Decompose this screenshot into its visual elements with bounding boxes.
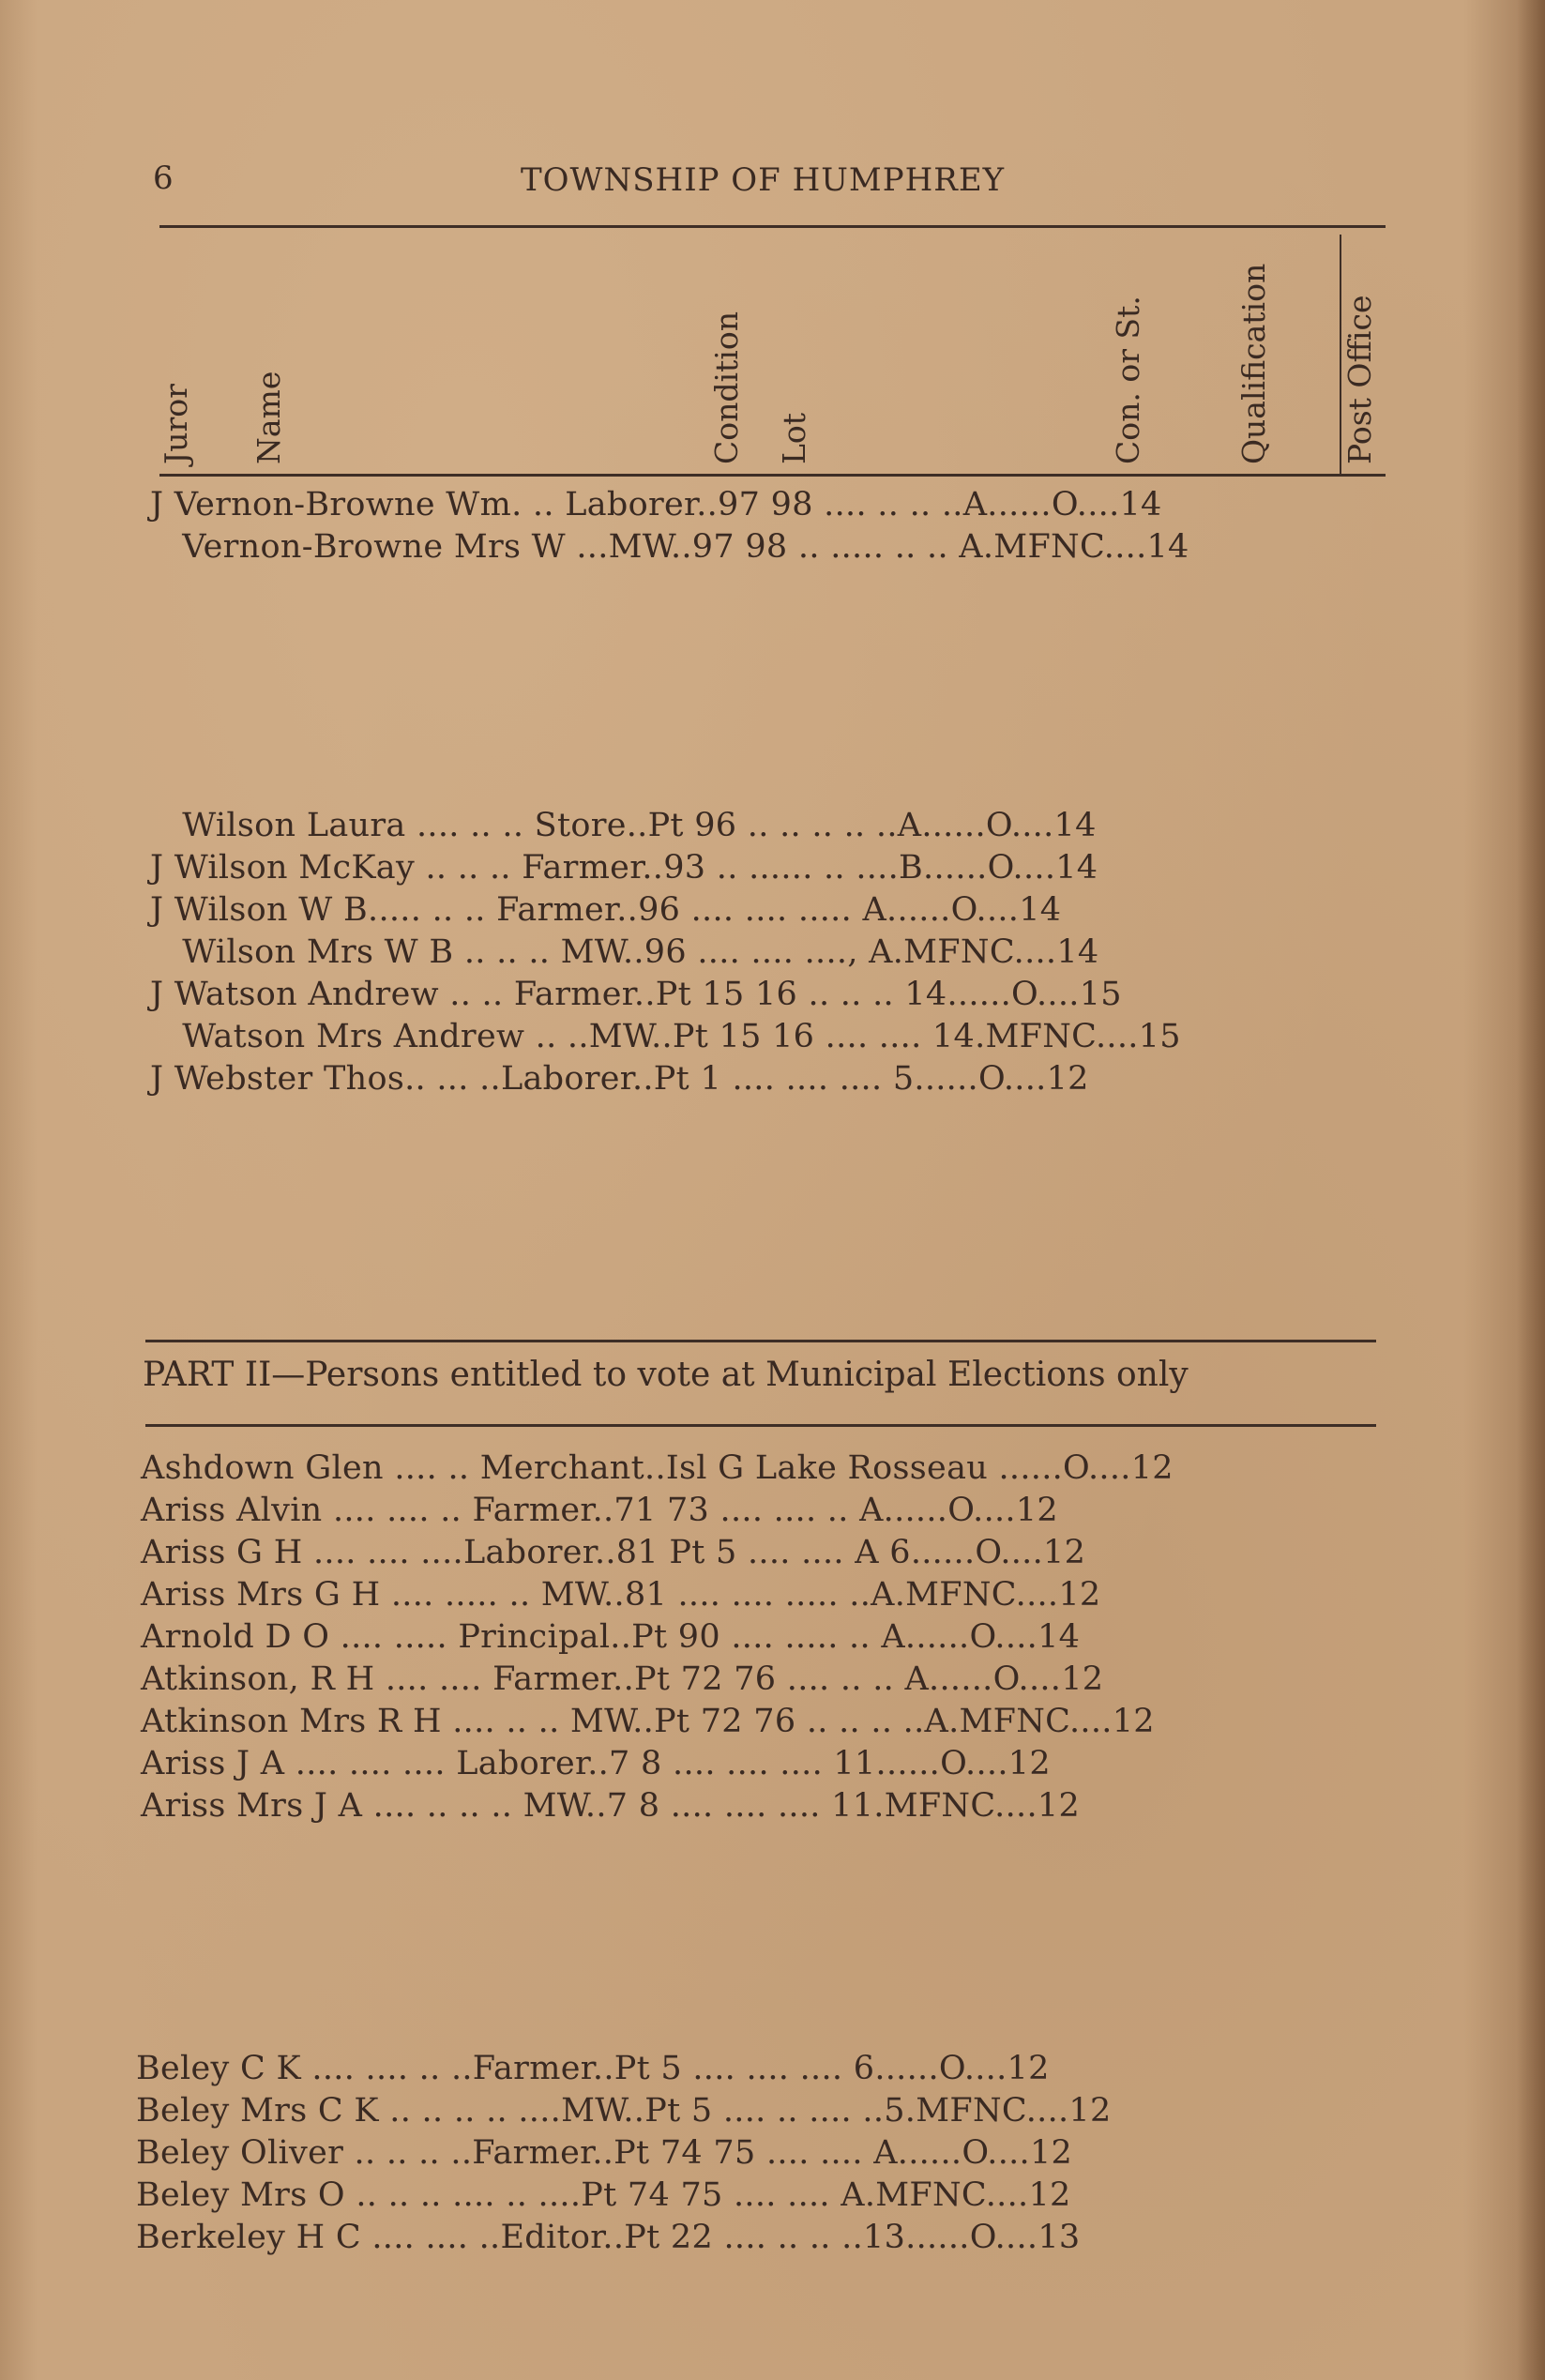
entry-row: Wilson Laura .... .. .. Store..Pt 96 .. .. .. .. ..A......O....14 (150, 807, 1097, 844)
part2-rule-bottom (145, 1424, 1376, 1427)
entry-row: Atkinson, R H .... .... Farmer..Pt 72 76 .... .. .. A......O....12 (141, 1660, 1104, 1698)
entry-row: Ariss J A .... .... .... Laborer..7 8 .... .... .... 11......O....12 (141, 1745, 1051, 1782)
running-head: TOWNSHIP OF HUMPHREY (521, 161, 1006, 199)
header-rule-top (159, 225, 1386, 228)
entry-row: Beley Oliver .. .. .. ..Farmer..Pt 74 75 .... .... A......O....12 (136, 2134, 1073, 2172)
part2-rule-top (145, 1340, 1376, 1342)
entry-row: Atkinson Mrs R H .... .. .. MW..Pt 72 76 .. .. .. ..A.MFNC....12 (141, 1703, 1155, 1740)
entry-row: Ariss Mrs J A .... .. .. .. MW..7 8 .... .... .... 11.MFNC....12 (141, 1787, 1081, 1825)
entry-row: Beley Mrs C K .. .. .. .. ....MW..Pt 5 .... .. .... ..5.MFNC....12 (136, 2092, 1112, 2130)
column-separator (1340, 235, 1341, 477)
entry-row: Arnold D O .... ..... Principal..Pt 90 .... ..... .. A......O....14 (141, 1618, 1081, 1656)
entry-row: Ariss Alvin .... .... .. Farmer..71 73 .... .... .. A......O....12 (141, 1492, 1058, 1529)
entry-row: J Wilson McKay .. .. .. Farmer..93 .. ...... .. ....B......O....14 (150, 849, 1098, 887)
column-head-lot: Lot (776, 412, 812, 464)
part2-heading: PART II—Persons entitled to vote at Municipal Elections only (143, 1356, 1189, 1394)
entry-row: J Wilson W B..... .. .. Farmer..96 .... .... ..... A......O....14 (150, 891, 1062, 929)
entry-row: Ariss G H .... .... ....Laborer..81 Pt 5 .... .... A 6......O....12 (141, 1534, 1086, 1571)
page-number: 6 (153, 159, 174, 197)
entry-row: Berkeley H C .... .... ..Editor..Pt 22 .... .. .. ..13......O....13 (136, 2219, 1081, 2256)
entry-row: Wilson Mrs W B .. .. .. MW..96 .... .... ...., A.MFNC....14 (150, 933, 1099, 971)
entry-row: J Watson Andrew .. .. Farmer..Pt 15 16 .. .. .. 14......O....15 (150, 976, 1122, 1013)
column-head-post-office: Post Office (1341, 295, 1378, 464)
column-head-qualification: Qualification (1235, 263, 1272, 464)
entry-row: Beley Mrs O .. .. .. .... .. ....Pt 74 75 .... .... A.MFNC....12 (136, 2176, 1071, 2214)
column-head-condition: Condition (708, 311, 745, 464)
header-rule-bottom (159, 474, 1386, 477)
entry-row: Beley C K .... .... .. ..Farmer..Pt 5 .... .... .... 6......O....12 (136, 2050, 1050, 2087)
column-head-name: Name (250, 371, 287, 464)
entry-row: Ariss Mrs G H .... ..... .. MW..81 .... .... ..... ..A.MFNC....12 (141, 1576, 1101, 1614)
column-head-juror: Juror (158, 384, 194, 464)
page-edge-shadow (1517, 0, 1545, 2380)
column-head-con: Con. or St. (1110, 296, 1146, 464)
entry-row: Vernon-Browne Mrs W ...MW..97 98 .. ..... .. .. A.MFNC....14 (150, 528, 1189, 566)
entry-row: Ashdown Glen .... .. Merchant..Isl G Lake Rosseau ......O....12 (141, 1449, 1174, 1487)
entry-row: J Vernon-Browne Wm. .. Laborer..97 98 .... .. .. ..A......O....14 (150, 486, 1162, 523)
entry-row: Watson Mrs Andrew .. ..MW..Pt 15 16 .... .... 14.MFNC....15 (150, 1018, 1181, 1055)
entry-row: J Webster Thos.. ... ..Laborer..Pt 1 .... .... .... 5......O....12 (150, 1060, 1089, 1098)
